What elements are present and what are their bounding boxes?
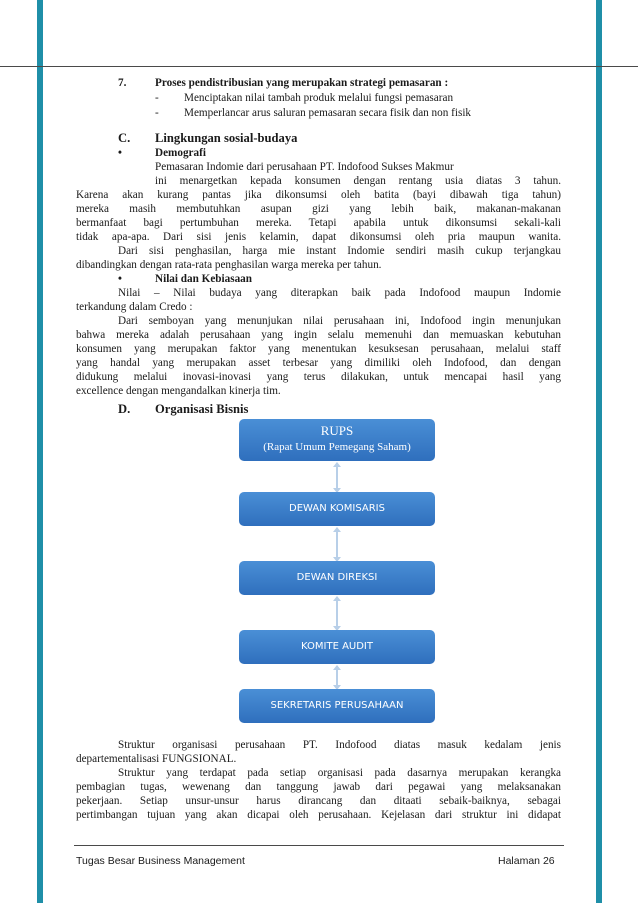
footer-title: Tugas Besar Business Management bbox=[76, 855, 245, 867]
section-c-letter: C. bbox=[118, 131, 131, 145]
paragraph-line: Struktur organisasi perusahaan PT. Indofood diatas masuk kedalam jenis bbox=[118, 739, 561, 751]
org-connector-arrow bbox=[336, 597, 338, 630]
list-item: Menciptakan nilai tambah produk melalui fungsi pemasaran bbox=[184, 92, 454, 104]
paragraph-line: Nilai – Nilai budaya yang diterapkan baik pada Indofood maupun Indomie bbox=[118, 287, 561, 299]
paragraph-line: dibandingkan dengan rata-rata penghasilan warga mereka per tahun. bbox=[76, 259, 382, 271]
paragraph-line: pertimbangan tujuan yang akan dicapai oleh perusahaan. Kejelasan dari struktur ini didapat bbox=[76, 809, 561, 821]
paragraph-line: pembagian tugas, wewenang dan tanggung jawab dari pegawai yang melaksanakan bbox=[76, 781, 561, 793]
paragraph-line: yang handal yang merupakan asset terbesar yang dimiliki oleh Indofood, dan dengan bbox=[76, 357, 561, 369]
section-7-title: Proses pendistribusian yang merupakan strategi pemasaran : bbox=[155, 77, 449, 89]
section-d-letter: D. bbox=[118, 402, 131, 416]
rups-title: RUPS bbox=[320, 423, 354, 438]
paragraph-line: tidak apa-apa. Dari sisi jenis kelamin, dapat dikonsumsi oleh pria maupun wanita. bbox=[76, 231, 561, 243]
org-box-rups bbox=[239, 419, 435, 461]
demografi-heading: Demografi bbox=[155, 147, 206, 159]
rups-subtitle: (Rapat Umum Pemegang Saham) bbox=[263, 441, 411, 453]
org-connector-arrow bbox=[336, 463, 338, 492]
left-side-bar bbox=[37, 0, 43, 903]
org-connector-arrow bbox=[336, 666, 338, 689]
list-dash: - bbox=[155, 107, 159, 119]
paragraph-line: terkandung dalam Credo : bbox=[76, 301, 193, 313]
paragraph-line: Struktur yang terdapat pada setiap organisasi pada dasarnya merupakan kerangka bbox=[118, 767, 561, 779]
paragraph-line: mereka masih membutuhkan asupan gizi yang lebih baik, makanan-makanan bbox=[76, 203, 561, 215]
paragraph-line: didukung melalui inovasi-inovasi yang terus dilakukan, untuk mencapai hasil yang bbox=[76, 371, 561, 383]
org-connector-arrow bbox=[336, 528, 338, 561]
org-box-komite-audit: KOMITE AUDIT bbox=[239, 630, 435, 664]
org-box-sekretaris-perusahaan: SEKRETARIS PERUSAHAAN bbox=[239, 689, 435, 723]
right-side-bar bbox=[596, 0, 602, 903]
org-box-dewan-direksi: DEWAN DIREKSI bbox=[239, 561, 435, 595]
paragraph-line: Karena akan kurang pantas jika dikonsumsi oleh batita (bayi dibawah tiga tahun) bbox=[76, 189, 561, 201]
section-7-number: 7. bbox=[118, 77, 127, 89]
paragraph-line: departementalisasi FUNGSIONAL. bbox=[76, 753, 237, 765]
paragraph-line: pekerjaan. Setiap unsur-unsur harus dirancang dan ditaati sebaik-baiknya, sebagai bbox=[76, 795, 561, 807]
list-item: Memperlancar arus saluran pemasaran secara fisik dan non fisik bbox=[184, 107, 472, 119]
list-dash: - bbox=[155, 92, 159, 104]
page-number: Halaman 26 bbox=[498, 855, 555, 867]
paragraph-line: Dari semboyan yang menunjukan nilai perusahaan ini, Indofood ingin menunjukan bbox=[118, 315, 561, 327]
paragraph-line: ini menargetkan kepada konsumen dengan rentang usia diatas 3 tahun. bbox=[155, 175, 561, 187]
section-d-title: Organisasi Bisnis bbox=[155, 402, 249, 416]
paragraph-line: bahwa mereka adalah perusahaan yang ingin selalu memenuhi dan memuaskan kebutuhan bbox=[76, 329, 561, 341]
footer-rule bbox=[74, 845, 564, 846]
paragraph-line: excellence dengan mengandalkan kinerja tim. bbox=[76, 385, 281, 397]
section-c-title: Lingkungan sosial-budaya bbox=[155, 131, 298, 145]
bullet: • bbox=[118, 147, 122, 159]
nilai-heading: Nilai dan Kebiasaan bbox=[155, 273, 252, 285]
paragraph-line: konsumen yang merupakan faktor yang menentukan kesuksesan perusahaan, melalui staff bbox=[76, 343, 561, 355]
header-rule bbox=[0, 66, 638, 67]
paragraph-line: bermanfaat bagi pertumbuhan mereka. Tetapi apabila untuk dikonsumsi sekali-kali bbox=[76, 217, 561, 229]
paragraph-line: Dari sisi penghasilan, harga mie instant Indomie sendiri masih cukup terjangkau bbox=[118, 245, 561, 257]
paragraph-line: Pemasaran Indomie dari perusahaan PT. Indofood Sukses Makmur bbox=[155, 161, 454, 173]
bullet: • bbox=[118, 273, 122, 285]
org-box-dewan-komisaris: DEWAN KOMISARIS bbox=[239, 492, 435, 526]
